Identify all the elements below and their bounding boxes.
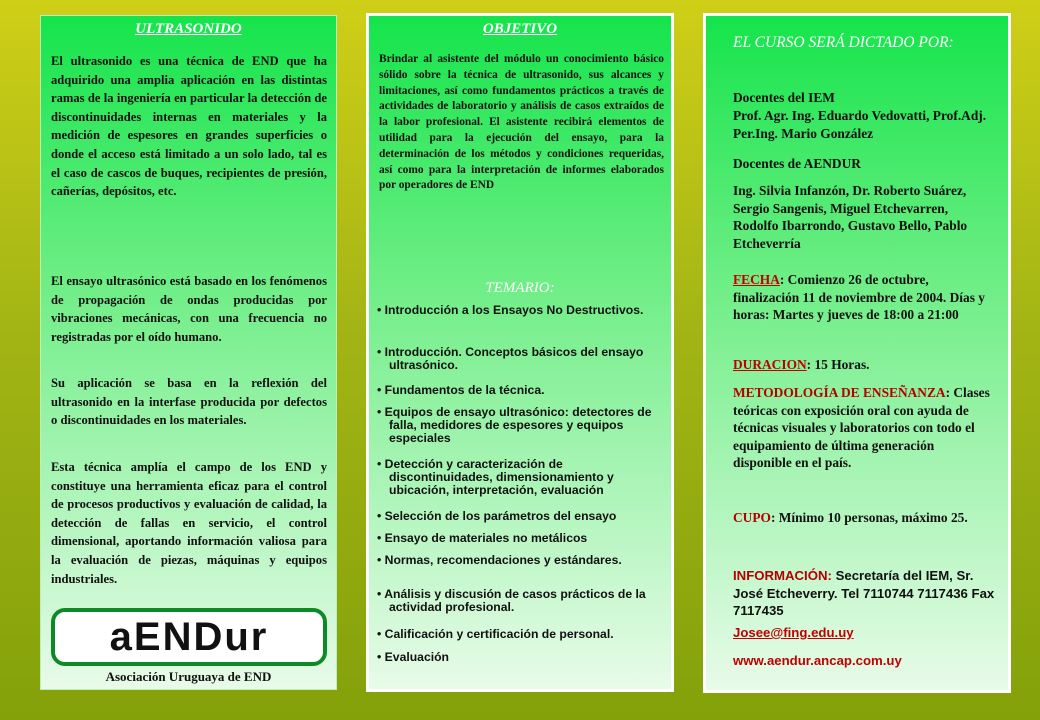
objetivo-panel (366, 13, 674, 692)
topic-text: Evaluación (384, 650, 450, 664)
logo-caption: Asociación Uruguaya de END (105, 669, 272, 684)
topic-text: Fundamentos de la técnica. (384, 383, 545, 397)
duracion-block (733, 356, 995, 374)
fecha-label: FECHA (733, 272, 780, 287)
email-link[interactable]: Josee@fing.edu.uy (733, 625, 854, 640)
metodologia-block (733, 384, 995, 472)
aendur-logo (51, 608, 327, 666)
ultrasonido-panel (40, 15, 337, 690)
duracion-text: : 15 Horas. (806, 357, 870, 372)
list-item: • Calificación y certificación de personal. (377, 627, 614, 641)
cupo-label: CUPO (733, 510, 771, 525)
ultrasonido-heading: ULTRASONIDO (135, 21, 242, 37)
logo-letters-ur: ur (224, 614, 269, 659)
metodologia-text: : Clases teóricas con exposición oral con ayuda de técnicas visuales y laboratorios con todo el equipamiento de última generación disponible en el país. (733, 385, 990, 471)
list-item: • Equipos de ensayo ultrasónico: detectores de falla, medidores de espesores y equipos especiales (377, 405, 652, 445)
list-item: • Detección y caracterización de discontinuidades, dimensionamiento y ubicación, interpretación, evaluación (377, 457, 614, 497)
iem-label: Docentes del IEM (733, 90, 835, 105)
cupo-block (733, 509, 995, 527)
iem-names: Prof. Agr. Ing. Eduardo Vedovatti, Prof.Adj. Per.Ing. Mario González (733, 108, 987, 141)
topic-text: Equipos de ensayo ultrasónico: detectores de falla, medidores de espesores y equipos especiales (384, 405, 652, 445)
informacion-label: INFORMACIÓN: (733, 568, 832, 583)
list-item: • Introducción a los Ensayos No Destructivos. (377, 303, 644, 317)
ultrasonido-paragraph-1: El ultrasonido es una técnica de END que ha adquirido una amplia aplicación en las distintas ramas de la ingeniería en particular la detección de discontinuidades internas en materiales y la medición de espesores en grandes superficies o donde el acceso está limitado a un solo lado, tal es el caso de cascos de buques, recipientes de presión, cañerías, depósitos, etc. (51, 54, 327, 199)
website-link[interactable]: www.aendur.ancap.com.uy (733, 653, 902, 668)
list-item: • Análisis y discusión de casos prácticos de la actividad profesional. (377, 587, 646, 614)
topic-text: Análisis y discusión de casos prácticos de la actividad profesional. (384, 587, 646, 614)
fecha-text: : Comienzo 26 de octubre, finalización 11 de noviembre de 2004. Días y horas: Martes y jueves de 18:00 a 21:00 (733, 272, 985, 323)
list-item: • Fundamentos de la técnica. (377, 383, 545, 397)
logo-letters-end: END (133, 614, 225, 659)
duracion-label: DURACION (733, 357, 807, 372)
objetivo-text: Brindar al asistente del módulo un conocimiento básico sólido sobre la técnica de ultrasonido, sus alcances y limitaciones, así como fundamentos prácticos a través de actividades de laboratorio y análisis de casos extraídos de la labor profesional. El asistente recibirá elementos de utilidad para la ejecución del ensayo, para la determinación de los métodos y condiciones requeridas, así como para la interpretación de informes elaborados por operadores de END (379, 53, 664, 192)
curso-title: EL CURSO SERÁ DICTADO POR: (733, 34, 954, 51)
informacion-block (733, 567, 1001, 620)
topic-text: Selección de los parámetros del ensayo (384, 509, 617, 523)
metodologia-label: METODOLOGÍA DE ENSEÑANZA (733, 385, 946, 400)
logo-letter-a: a (109, 614, 134, 659)
list-item: • Ensayo de materiales no metálicos (377, 531, 588, 545)
informacion-text: Secretaría del IEM, Sr. José Etcheverry. Tel 7110744 7117436 Fax 7117435 (733, 568, 995, 619)
topic-text: Introducción a los Ensayos No Destructivos. (384, 303, 644, 317)
topic-text: Normas, recomendaciones y estándares. (384, 553, 622, 567)
ultrasonido-paragraph-2: El ensayo ultrasónico está basado en los fenómenos de propagación de ondas producidas por vibraciones mecánicas, con una frecuencia no registradas por el oído humano. (51, 274, 327, 344)
cupo-text: : Mínimo 10 personas, máximo 25. (770, 510, 968, 525)
aendur-names: Ing. Silvia Infanzón, Dr. Roberto Suárez, Sergio Sangenis, Miguel Etchevarren, Rodolfo Ibarrondo, Gustavo Bello, Pablo Etcheverría (733, 183, 968, 251)
objetivo-heading: OBJETIVO (482, 21, 558, 37)
curso-panel (703, 13, 1011, 693)
topic-text: Ensayo de materiales no metálicos (384, 531, 588, 545)
topic-text: Calificación y certificación de personal. (384, 627, 614, 641)
list-item: • Selección de los parámetros del ensayo (377, 509, 617, 523)
list-item: • Evaluación (377, 650, 450, 664)
aendur-label: Docentes de AENDUR (733, 156, 861, 171)
topic-text: Introducción. Conceptos básicos del ensayo ultrasónico. (384, 345, 644, 372)
list-item: • Introducción. Conceptos básicos del ensayo ultrasónico. (377, 345, 644, 372)
temario-heading: TEMARIO: (485, 280, 555, 296)
fecha-block (733, 271, 995, 324)
list-item: • Normas, recomendaciones y estándares. (377, 553, 622, 567)
ultrasonido-paragraph-3: Su aplicación se basa en la reflexión del ultrasonido en la interfase producida por defectos o discontinuidades en los materiales. (51, 376, 327, 428)
topic-text: Detección y caracterización de discontinuidades, dimensionamiento y ubicación, interpretación, evaluación (384, 457, 614, 497)
ultrasonido-paragraph-4: Esta técnica amplía el campo de los END y constituye una herramienta eficaz para el control de procesos productivos y evaluación de calidad, la detección de fallas en servicio, el control dimensional, aportando información valiosa para la evaluación de piezas, máquinas y equipos industriales. (51, 460, 327, 586)
